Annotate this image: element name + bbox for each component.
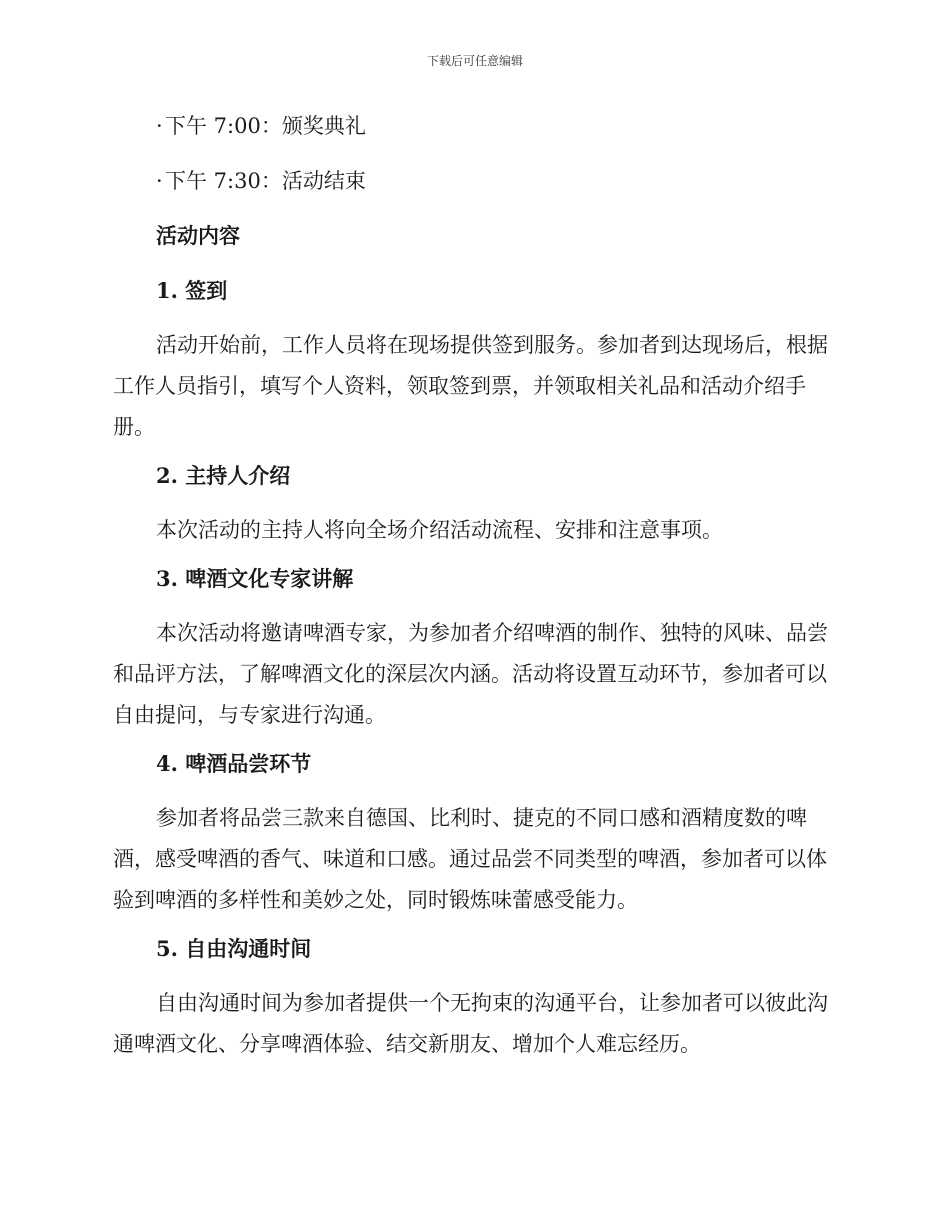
item-heading-networking: 5. 自由沟通时间 (156, 936, 312, 961)
schedule-item (156, 167, 833, 195)
item-heading-host: 2. 主持人介绍 (156, 463, 291, 488)
document-body (113, 112, 833, 1079)
item-body-host: 本次活动的主持人将向全场介绍活动流程、安排和注意事项。 (156, 518, 723, 542)
item-body-tasting: 参加者将品尝三款来自德国、比利时、捷克的不同口感和酒精度数的啤酒，感受啤酒的香气、味道和口感。通过品尝不同类型的啤酒，参加者可以体验到啤酒的多样性和美妙之处，同时锻炼味蕾感受能力。 (113, 806, 827, 912)
item-body-checkin: 活动开始前，工作人员将在现场提供签到服务。参加者到达现场后，根据工作人员指引，填写个人资料，领取签到票，并领取相关礼品和活动介绍手册。 (113, 333, 828, 439)
item-heading-checkin: 1. 签到 (156, 278, 228, 303)
item-body-networking: 自由沟通时间为参加者提供一个无拘束的沟通平台，让参加者可以彼此沟通啤酒文化、分享啤酒体验、结交新朋友、增加个人难忘经历。 (113, 991, 828, 1056)
bullet-dot: · (156, 114, 163, 138)
schedule-item (156, 112, 833, 140)
page-header-note: 下载后可任意编辑 (426, 54, 523, 68)
item-heading-tasting: 4. 啤酒品尝环节 (156, 751, 312, 776)
schedule-item-text: 下午 7:30：活动结束 (165, 169, 366, 193)
schedule-item-text: 下午 7:00：颁奖典礼 (165, 114, 366, 138)
item-heading-expert: 3. 啤酒文化专家讲解 (156, 566, 354, 591)
bullet-dot: · (156, 169, 163, 193)
section-title: 活动内容 (156, 223, 240, 248)
item-body-expert: 本次活动将邀请啤酒专家，为参加者介绍啤酒的制作、独特的风味、品尝和品评方法，了解啤酒文化的深层次内涵。活动将设置互动环节，参加者可以自由提问，与专家进行沟通。 (113, 621, 828, 727)
